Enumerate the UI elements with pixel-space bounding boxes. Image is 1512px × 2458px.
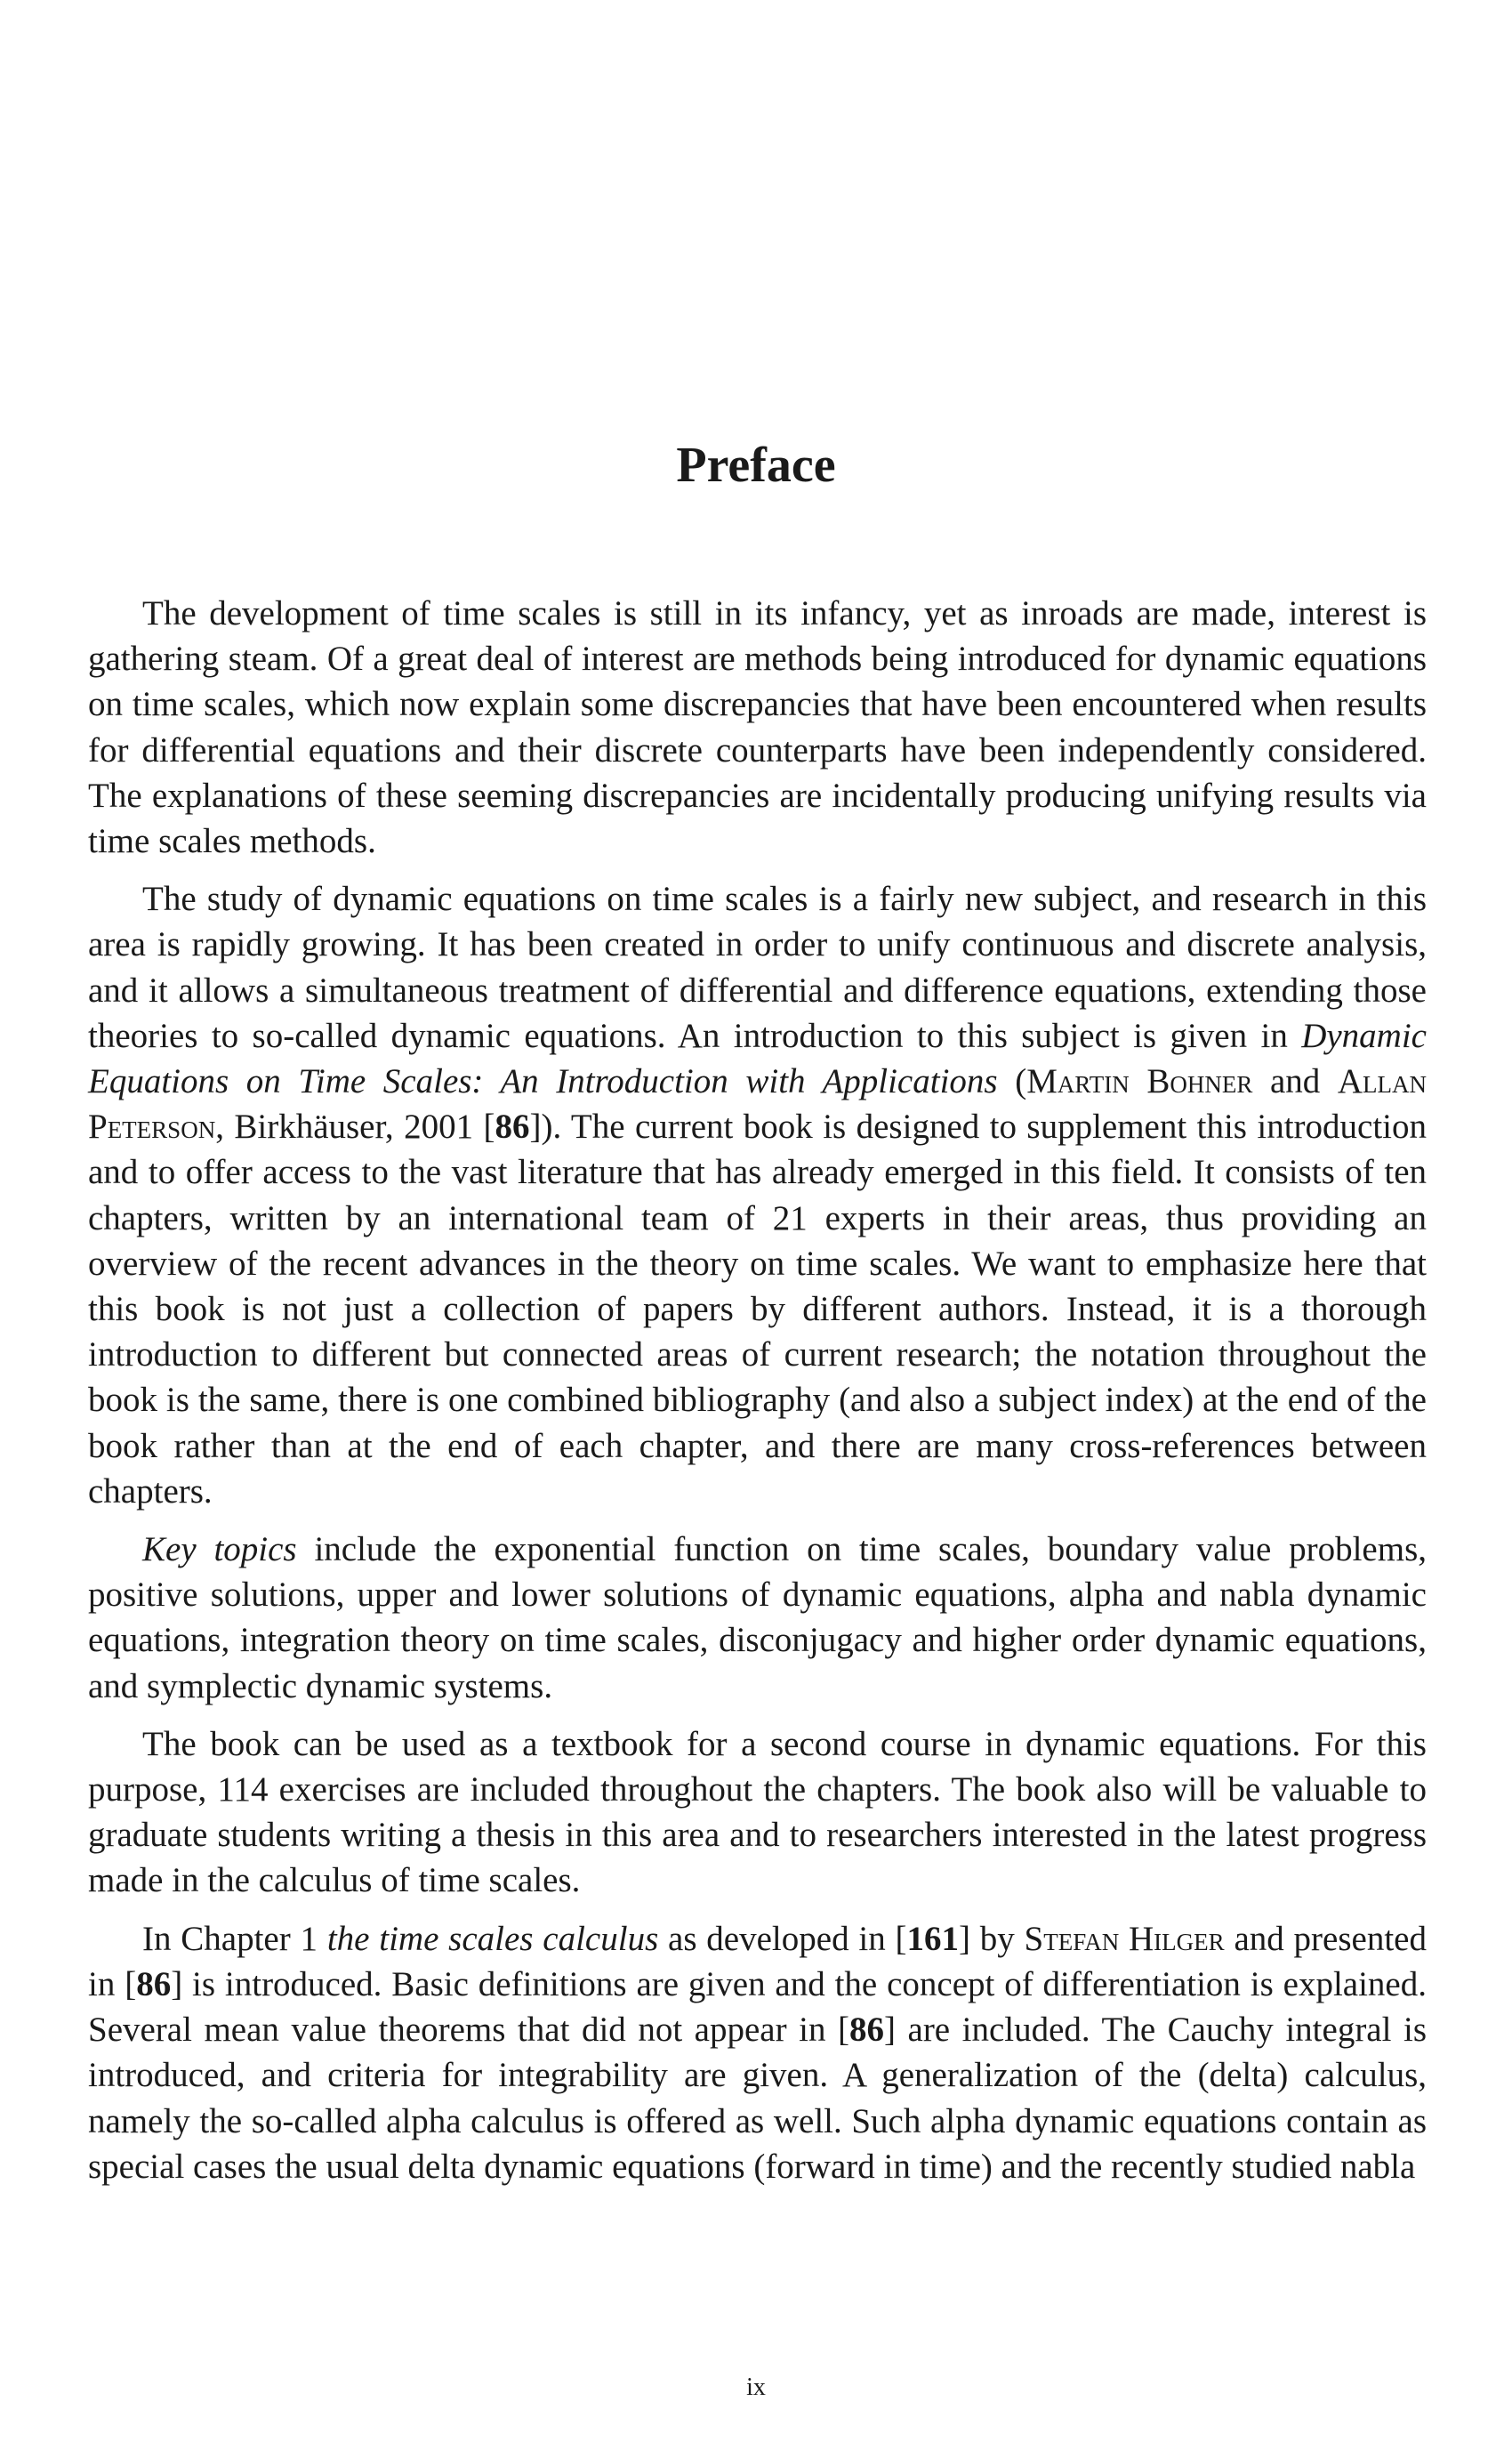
- paragraph-2-text-a: The study of dynamic equations on time scales is a fairly new subject, and research in this area is rapidly growing. It has been created in order to unify continuous and discrete analysis, and it allows a simultaneous treatment of differential and difference equations, extending those theories to so-called dynamic equations. An introduction to this subject is given in: [88, 880, 1427, 1055]
- paragraph-2-text-e: ]). The current book is designed to supplement this introduction and to offer access to the vast literature that has already emerged in this field. It consists of ten chapters, written by an international team of 21 experts in their areas, thus providing an overview of the recent advances in the theory on time scales. We want to emphasize here that this book is not just a collection of papers by different authors. Instead, it is a thorough introduction to different but connected areas of current research; the notation throughout the book is the same, there is one combined bibliography (and also a subject index) at the end of the book rather than at the end of each chapter, and there are many cross-references between chapters.: [88, 1108, 1428, 1511]
- paragraph-3: [88, 1527, 1427, 1709]
- paragraph-3-text: include the exponential function on time scales, boundary value problems, positive solutions, upper and lower solutions of dynamic equations, alpha and nabla dynamic equations, integration theory on time scales, disconjugacy and higher order dynamic equations, and symplectic dynamic systems.: [88, 1530, 1427, 1705]
- author-name: Stefan Hilger: [1024, 1919, 1225, 1958]
- author-name: Allan Peterson: [88, 1062, 1428, 1147]
- paragraph-2-text-d: , Birkhäuser, 2001 [: [215, 1108, 495, 1147]
- paragraph-5-text-e: ] is introduced. Basic definitions are given and the concept of differentiation is explained. Several mean value theorems that did not appear in [: [88, 1964, 1427, 2050]
- paragraph-5-text-b: as developed in [: [658, 1919, 907, 1958]
- author-name: Martin Bohner: [1026, 1062, 1253, 1101]
- paragraph-2-text-b: (: [997, 1062, 1027, 1101]
- citation-ref: 86: [495, 1108, 530, 1147]
- book-title: Dynamic Equations on Time Scales: An Introduction with Applications: [88, 1016, 1427, 1101]
- paragraph-5-text-c: ] by: [958, 1919, 1025, 1958]
- paragraph-5-text-a: In Chapter 1: [142, 1919, 327, 1958]
- paragraph-4: The book can be used as a textbook for a second course in dynamic equations. For this purpose, 114 exercises are included throughout the chapters. The book also will be valuable to graduate students writing a thesis in this area and to researchers interested in the latest progress made in the calculus of time scales.: [88, 1724, 1427, 1900]
- paragraph-2: [88, 876, 1427, 1514]
- preface-body: [88, 591, 1427, 2202]
- chapter-topic: the time scales calculus: [326, 1919, 659, 1958]
- page-title: Preface: [676, 438, 836, 493]
- paragraph-1: The development of time scales is still in its infancy, yet as inroads are made, interest is gathering steam. Of a great deal of interest are methods being introduced for dynamic equations on time scales, which now explain some discrepancies that have been encountered when results for differential equations and their discrete counterparts have been independently considered. The explanations of these seeming discrepancies are incidentally producing unifying results via time scales methods.: [88, 594, 1427, 861]
- paragraph-5-text-f: ] are included. The Cauchy integral is introduced, and criteria for integrability are given. A generalization of the (delta) calculus, namely the so-called alpha calculus is offered as well. Such alpha dynamic equations contain as special cases the usual delta dynamic equations (forward in time) and the recently studied nabla: [88, 2011, 1427, 2186]
- page-number: ix: [746, 2373, 766, 2401]
- citation-ref: 161: [906, 1919, 959, 1958]
- paragraph-5-text-d: and presented in [: [88, 1919, 1427, 2003]
- key-topics-label: Key topics: [142, 1530, 297, 1569]
- citation-ref: 86: [136, 1964, 172, 2003]
- paragraph-5: [88, 1916, 1427, 2189]
- citation-ref: 86: [848, 2011, 884, 2050]
- paragraph-2-text-c: and: [1252, 1062, 1338, 1101]
